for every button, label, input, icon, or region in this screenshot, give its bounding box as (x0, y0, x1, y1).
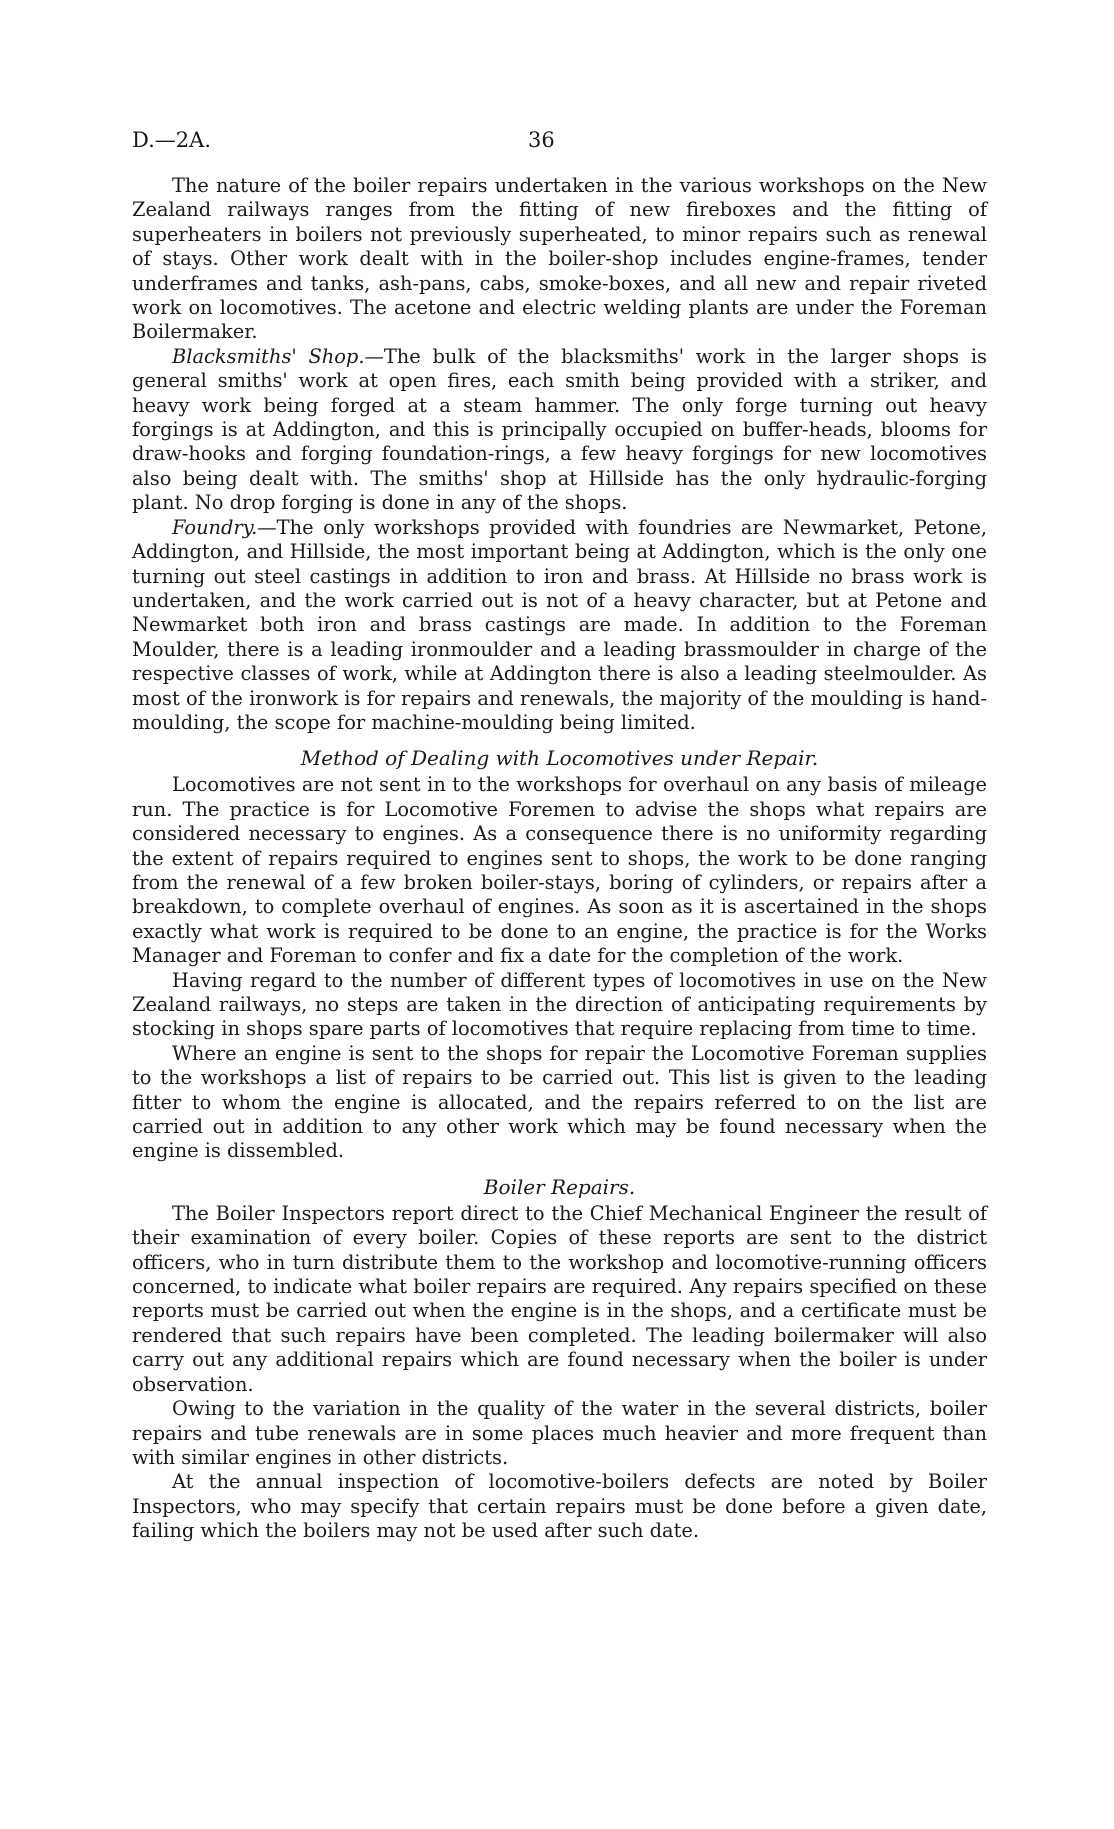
method-paragraph-2: Having regard to the number of different types of locomotives in use on the New Zealand railways, no steps are taken in the direction of anticipating requirements by stocking in shops spare parts of locomotives that require replacing from time to time. (132, 968, 987, 1041)
blacksmiths-lead: Blacksmiths' Shop. (172, 344, 365, 368)
method-heading: Method of Dealing with Locomotives under Repair. (300, 746, 819, 771)
foundry-body: —The only workshops provided with foundries are Newmarket, Petone, Addington, and Hillside, the most important being at Addington, which is the only one turning out steel castings in addition to iron and brass. At Hillside no brass work is undertaken, and the work carried out is not of a heavy character, but at Petone and Newmarket both iron and brass castings are made. In addition to the Foreman Moulder, there is a leading ironmoulder and a leading brassmoulder in charge of the respective classes of work, while at Addington there is also a leading steelmoulder. As most of the ironwork is for repairs and renewals, the majority of the moulding is hand-moulding, the scope for machine-moulding being limited. (132, 515, 987, 734)
document-reference: D.—2A. (132, 128, 211, 152)
boiler-repairs-paragraph-3: At the annual inspection of locomotive-boilers defects are noted by Boiler Inspectors, who may specify that certain repairs must be done before a given date, failing which the boilers may not be used after such date. (132, 1470, 987, 1543)
page-header (132, 128, 992, 158)
boiler-shop-paragraph: The nature of the boiler repairs undertaken in the various workshops on the New Zealand railways ranges from the fitting of new fireboxes and the fitting of superheaters in boilers not previously superheated, to minor repairs such as renewal of stays. Other work dealt with in the boiler-shop includes engine-frames, tender underframes and tanks, ash-pans, cabs, smoke-boxes, and all new and repair riveted work on locomotives. The acetone and electric welding plants are under the Foreman Boilermaker. (132, 174, 987, 344)
page-body (132, 174, 987, 1544)
blacksmiths-body: —The bulk of the blacksmiths' work in the larger shops is general smiths' work at open fires, each smith being provided with a striker, and heavy work being forged at a steam hammer. The only forge turning out heavy forgings is at Addington, and this is principally occupied on buffer-heads, blooms for draw-hooks and forging foundation-rings, a few heavy forgings for new locomotives also being dealt with. The smiths' shop at Hillside has the only hydraulic-forging plant. No drop forging is done in any of the shops. (132, 344, 987, 515)
method-paragraph-3: Where an engine is sent to the shops for repair the Locomotive Foreman supplies to the workshops a list of repairs to be carried out. This list is given to the leading fitter to whom the engine is allocated, and the repairs referred to on the list are carried out in addition to any other work which may be found necessary when the engine is dissembled. (132, 1041, 987, 1163)
boiler-repairs-paragraph-2: Owing to the variation in the quality of the water in the several districts, boiler repairs and tube renewals are in some places much heavier and more frequent than with similar engines in other districts. (132, 1397, 987, 1469)
boiler-repairs-heading: Boiler Repairs. (483, 1174, 636, 1199)
foundry-lead: Foundry. (172, 515, 258, 539)
page-number: 36 (528, 128, 555, 152)
foundry-paragraph (132, 516, 987, 736)
method-paragraph-1: Locomotives are not sent in to the workshops for overhaul on any basis of mileage run. The practice is for Locomotive Foremen to advise the shops what repairs are considered necessary to engines. As a consequence there is no uniformity regarding the extent of repairs required to engines sent to shops, the work to be done ranging from the renewal of a few broken boiler-stays, boring of cylinders, or repairs after a breakdown, to complete overhaul of engines. As soon as it is ascertained in the shops exactly what work is required to be done to an engine, the practice is for the Works Manager and Foreman to confer and fix a date for the completion of the work. (132, 773, 987, 968)
blacksmiths-paragraph (132, 345, 987, 516)
boiler-repairs-paragraph-1: The Boiler Inspectors report direct to the Chief Mechanical Engineer the result of their examination of every boiler. Copies of these reports are sent to the district officers, who in turn distribute them to the workshop and locomotive-running officers concerned, to indicate what boiler repairs are required. Any repairs specified on these reports must be carried out when the engine is in the shops, and a certificate must be rendered that such repairs have been completed. The leading boilermaker will also carry out any additional repairs which are found necessary when the boiler is under observation. (132, 1201, 987, 1396)
